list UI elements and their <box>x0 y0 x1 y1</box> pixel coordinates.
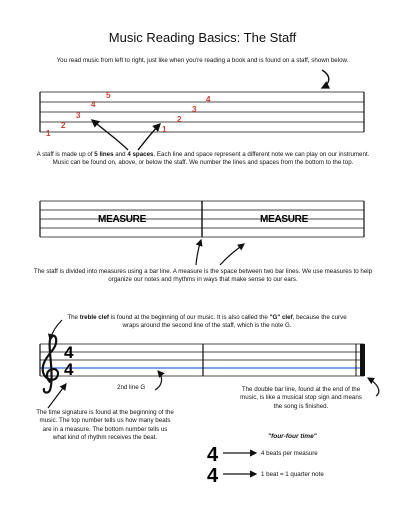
line-number-4: 4 <box>91 100 96 109</box>
treble-clef-description: The treble clef is found at the beginning of our music. It is also called the "G" clef, because the curve wraps around the second line of the staff, which is the note G. <box>67 314 347 330</box>
page-title: Music Reading Basics: The Staff <box>108 30 297 45</box>
arrow-double-bar <box>368 378 379 396</box>
space-number-1: 1 <box>162 125 167 134</box>
staff-one <box>40 92 364 132</box>
double-bar-line <box>360 344 365 376</box>
space-number-4: 4 <box>206 95 211 104</box>
time-sig-bottom: 4 <box>64 360 74 379</box>
staff-description: A staff is made up of 5 lines and 4 spaces. Each line and space represent a different note we can play on our instrument. Music can be found on, above, or below the staff. We number the lines and spaces from the bottom to the top. <box>36 151 370 167</box>
space-number-3: 3 <box>192 105 197 114</box>
legend-top-four: 4 <box>207 444 219 466</box>
line-number-5: 5 <box>106 91 111 100</box>
four-beats-label: 4 beats per measure <box>261 450 318 457</box>
staff-two <box>40 201 364 237</box>
arrow-spaces <box>138 124 160 150</box>
four-four-title: "four-four time" <box>268 433 317 440</box>
line-number-2: 2 <box>61 121 66 130</box>
space-number-2: 2 <box>177 115 182 124</box>
time-sig-top: 4 <box>64 343 74 362</box>
double-bar-description: The double bar line, found at the end of the music, is like a musical stop sign and means the song is finished. <box>240 386 362 410</box>
staff-three <box>40 344 365 376</box>
arrow-staff <box>322 70 329 88</box>
measure-label-2: MEASURE <box>260 214 308 225</box>
quarter-note-label: 1 beat = 1 quarter note <box>261 471 324 478</box>
time-signature-description: The time signature is found at the beginning of the music. The top number tells us how many beats are in a measure. The bottom number tells us what kind of rhythm receives the beat. <box>36 409 174 441</box>
arrow-lines <box>92 120 128 150</box>
arrow-measure <box>220 244 244 265</box>
line-number-3: 3 <box>76 111 81 120</box>
intro-text: You read music from left to right, just like when you're reading a book and is found on a staff, shown below. <box>56 57 349 64</box>
second-line-label: 2nd line G <box>117 384 146 391</box>
measure-description: The staff is divided into measures using a bar line. A measure is the space between two bar lines. We use measures to help organize our notes and rhythms in ways that make sense to our ears. <box>33 268 373 284</box>
arrow-bar-line <box>196 240 201 265</box>
measure-label-1: MEASURE <box>98 214 146 225</box>
arrow-g-line <box>155 371 162 390</box>
line-number-1: 1 <box>46 129 51 138</box>
legend-bottom-four: 4 <box>207 465 219 487</box>
